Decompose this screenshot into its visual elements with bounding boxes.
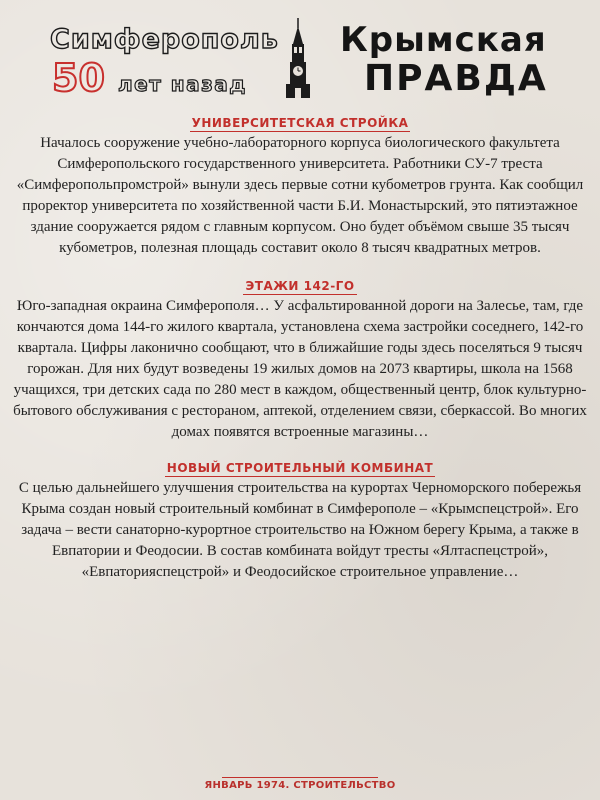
section-construction-plant <box>0 461 600 583</box>
fifty-number: 50 <box>52 56 105 100</box>
article-body <box>0 112 600 583</box>
city-title: Симферополь <box>50 24 279 55</box>
section-text: Началось сооружение учебно-лабораторного корпуса биологического факультета Симферопольского государственного университета. Работники СУ-7 треста «Симферопольпромстрой» вынули здесь первые сотни кубометров грунта. Как сообщил проректор университета по хозяйственной части Б.И. Монастырский, это пятиэтажное здание сооружается рядом с главным корпусом. Оно будет объёмом свыше 35 тысяч кубометров, полезная площадь составит около 8 тысяч квадратных метров. <box>16 135 584 256</box>
clock-tower-icon <box>280 16 316 100</box>
section-title: ЭТАЖИ 142-ГО <box>245 279 355 293</box>
years-ago-label: лет назад <box>118 72 247 96</box>
footer-divider <box>222 777 378 778</box>
newspaper-title-line1: Крымская <box>340 20 547 60</box>
section-text: С целью дальнейшего улучшения строительства на курортах Черноморского побережья Крыма создан новый строительный комбинат в Симферополе – «Крымспецстрой». Его задача – вести санаторно-курортное строительство на Южном берегу Крыма, а также в Евпатории и Феодосии. В состав комбината войдут тресты «Ялтаспецстрой», «Евпаторияспецстрой» и Феодосийское строительное управление… <box>18 480 582 580</box>
section-title: УНИВЕРСИТЕТСКАЯ СТРОЙКА <box>191 116 409 130</box>
section-title: НОВЫЙ СТРОИТЕЛЬНЫЙ КОМБИНАТ <box>166 461 434 475</box>
newspaper-title-line2: ПРАВДА <box>364 58 548 99</box>
footer-caption: ЯНВАРЬ 1974. СТРОИТЕЛЬСТВО <box>204 780 396 791</box>
section-university <box>0 116 600 259</box>
section-text: Юго-западная окраина Симферополя… У асфальтированной дороги на Залесье, там, где кончаются дома 144-го жилого квартала, установлена схема застройки соседнего, 142-го квартала. Цифры лаконично сообщают, что в ближайшие годы здесь поселяться 9 тысяч горожан. Для них будут возведены 19 жилых домов на 2073 квартиры, школа на 1568 учащихся, три детских сада по 280 мест в каждом, общественный центр, блок культурно-бытового обслуживания с рестораном, аптекой, отделением связи, сберкассой. Во многих домах появятся встроенные магазины… <box>13 298 587 440</box>
masthead <box>0 0 600 108</box>
section-floors-142 <box>0 279 600 443</box>
